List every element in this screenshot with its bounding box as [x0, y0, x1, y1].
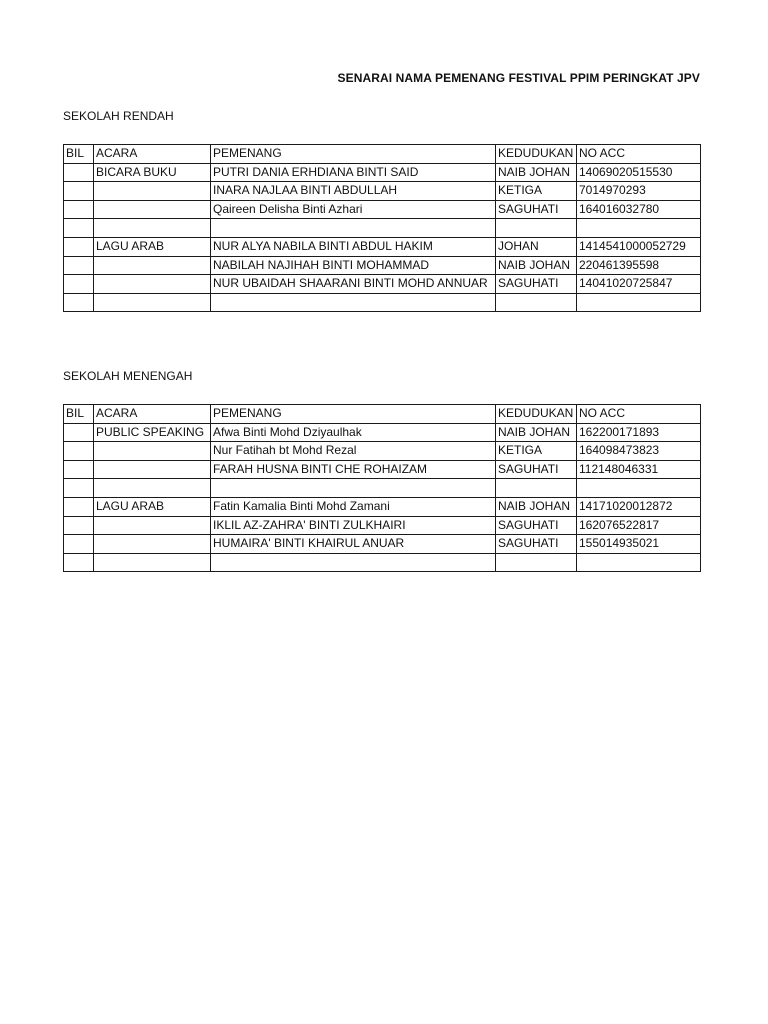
cell-acara [94, 442, 211, 461]
cell-no-acc: 164098473823 [577, 442, 701, 461]
winners-table-sekolah-menengah [63, 404, 701, 572]
cell-bil [64, 535, 94, 554]
cell-bil [64, 479, 94, 498]
table-row [64, 423, 701, 442]
cell-pemenang: IKLIL AZ-ZAHRA' BINTI ZULKHAIRI [211, 516, 496, 535]
cell-acara: PUBLIC SPEAKING [94, 423, 211, 442]
table-row [64, 553, 701, 572]
column-header-kedudukan: KEDUDUKAN [496, 405, 577, 424]
cell-acara [94, 219, 211, 238]
cell-pemenang [211, 293, 496, 312]
column-header-acara: ACARA [94, 145, 211, 164]
cell-acara [94, 256, 211, 275]
table-row [64, 479, 701, 498]
cell-no-acc: 162200171893 [577, 423, 701, 442]
winners-table-sekolah-rendah [63, 144, 701, 312]
cell-acara [94, 275, 211, 294]
cell-kedudukan: KETIGA [496, 182, 577, 201]
cell-acara [94, 182, 211, 201]
table-row [64, 293, 701, 312]
cell-acara: LAGU ARAB [94, 497, 211, 516]
table-row [64, 460, 701, 479]
cell-kedudukan: NAIB JOHAN [496, 497, 577, 516]
cell-no-acc [577, 293, 701, 312]
cell-no-acc [577, 553, 701, 572]
table-row [64, 237, 701, 256]
cell-pemenang: NUR UBAIDAH SHAARANI BINTI MOHD ANNUAR [211, 275, 496, 294]
cell-pemenang: HUMAIRA' BINTI KHAIRUL ANUAR [211, 535, 496, 554]
cell-acara [94, 479, 211, 498]
table-row [64, 535, 701, 554]
cell-bil [64, 275, 94, 294]
column-header-bil: BIL [64, 405, 94, 424]
table-row [64, 182, 701, 201]
cell-acara [94, 553, 211, 572]
cell-no-acc: 164016032780 [577, 200, 701, 219]
cell-bil [64, 293, 94, 312]
cell-no-acc: 155014935021 [577, 535, 701, 554]
cell-kedudukan [496, 219, 577, 238]
cell-bil [64, 553, 94, 572]
section-heading-sekolah-rendah: SEKOLAH RENDAH [63, 109, 174, 123]
cell-pemenang [211, 219, 496, 238]
table-row [64, 497, 701, 516]
cell-no-acc: 1414541000052729 [577, 237, 701, 256]
cell-no-acc: 7014970293 [577, 182, 701, 201]
cell-no-acc: 14069020515530 [577, 163, 701, 182]
table-header-row [64, 145, 701, 164]
cell-bil [64, 219, 94, 238]
cell-no-acc: 220461395598 [577, 256, 701, 275]
column-header-no-acc: NO ACC [577, 145, 701, 164]
cell-kedudukan: SAGUHATI [496, 516, 577, 535]
column-header-no-acc: NO ACC [577, 405, 701, 424]
cell-kedudukan: SAGUHATI [496, 200, 577, 219]
table-row [64, 516, 701, 535]
cell-bil [64, 256, 94, 275]
cell-pemenang [211, 479, 496, 498]
table-row [64, 200, 701, 219]
cell-acara: LAGU ARAB [94, 237, 211, 256]
cell-kedudukan: NAIB JOHAN [496, 256, 577, 275]
cell-no-acc: 162076522817 [577, 516, 701, 535]
cell-kedudukan: KETIGA [496, 442, 577, 461]
cell-kedudukan [496, 293, 577, 312]
cell-no-acc: 14041020725847 [577, 275, 701, 294]
cell-bil [64, 423, 94, 442]
cell-bil [64, 237, 94, 256]
cell-pemenang: INARA NAJLAA BINTI ABDULLAH [211, 182, 496, 201]
cell-pemenang: Qaireen Delisha Binti Azhari [211, 200, 496, 219]
page-title: SENARAI NAMA PEMENANG FESTIVAL PPIM PERINGKAT JPV [337, 71, 700, 85]
cell-no-acc [577, 479, 701, 498]
table-row [64, 256, 701, 275]
cell-acara [94, 200, 211, 219]
cell-bil [64, 200, 94, 219]
cell-pemenang: NABILAH NAJIHAH BINTI MOHAMMAD [211, 256, 496, 275]
cell-bil [64, 460, 94, 479]
column-header-acara: ACARA [94, 405, 211, 424]
cell-pemenang: PUTRI DANIA ERHDIANA BINTI SAID [211, 163, 496, 182]
cell-kedudukan [496, 479, 577, 498]
cell-bil [64, 163, 94, 182]
cell-acara [94, 516, 211, 535]
cell-kedudukan: JOHAN [496, 237, 577, 256]
table-row [64, 219, 701, 238]
cell-kedudukan: NAIB JOHAN [496, 423, 577, 442]
cell-no-acc: 112148046331 [577, 460, 701, 479]
cell-bil [64, 516, 94, 535]
cell-kedudukan: SAGUHATI [496, 460, 577, 479]
cell-kedudukan: SAGUHATI [496, 275, 577, 294]
cell-no-acc: 14171020012872 [577, 497, 701, 516]
cell-acara [94, 535, 211, 554]
table-row [64, 163, 701, 182]
cell-acara [94, 293, 211, 312]
cell-acara: BICARA BUKU [94, 163, 211, 182]
cell-bil [64, 497, 94, 516]
cell-pemenang: Nur Fatihah bt Mohd Rezal [211, 442, 496, 461]
column-header-kedudukan: KEDUDUKAN [496, 145, 577, 164]
section-heading-sekolah-menengah: SEKOLAH MENENGAH [63, 369, 193, 383]
cell-pemenang: Fatin Kamalia Binti Mohd Zamani [211, 497, 496, 516]
cell-pemenang [211, 553, 496, 572]
cell-acara [94, 460, 211, 479]
table-row [64, 442, 701, 461]
cell-bil [64, 442, 94, 461]
cell-kedudukan [496, 553, 577, 572]
cell-pemenang: Afwa Binti Mohd Dziyaulhak [211, 423, 496, 442]
table-row [64, 275, 701, 294]
cell-kedudukan: SAGUHATI [496, 535, 577, 554]
cell-pemenang: NUR ALYA NABILA BINTI ABDUL HAKIM [211, 237, 496, 256]
column-header-pemenang: PEMENANG [211, 145, 496, 164]
column-header-bil: BIL [64, 145, 94, 164]
cell-bil [64, 182, 94, 201]
column-header-pemenang: PEMENANG [211, 405, 496, 424]
cell-pemenang: FARAH HUSNA BINTI CHE ROHAIZAM [211, 460, 496, 479]
cell-no-acc [577, 219, 701, 238]
cell-kedudukan: NAIB JOHAN [496, 163, 577, 182]
table-header-row [64, 405, 701, 424]
